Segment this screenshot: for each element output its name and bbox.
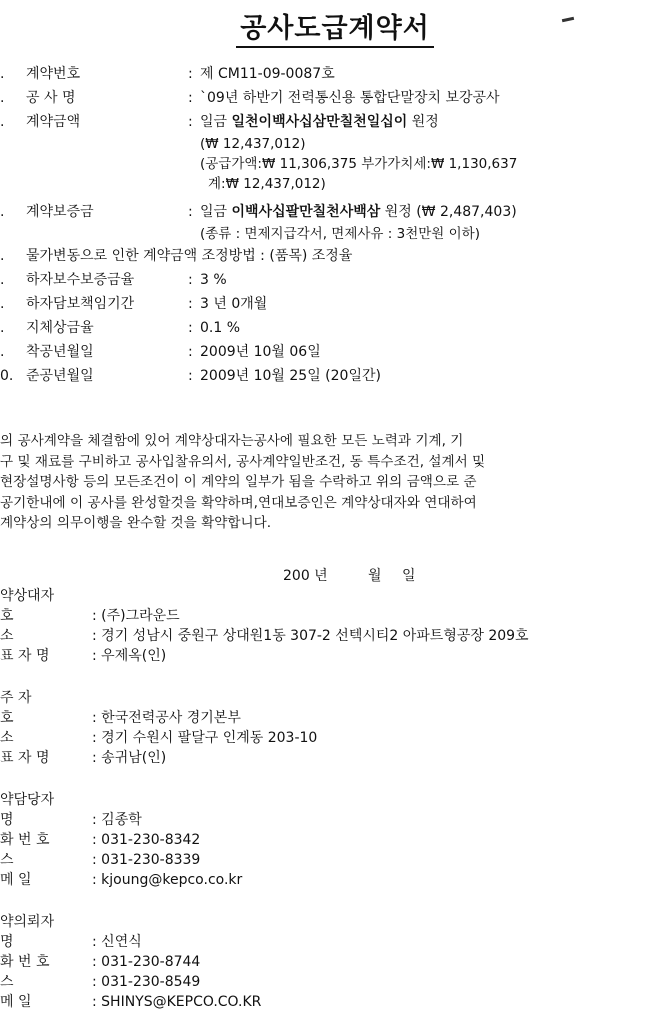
- item-warranty-period: . 하자담보책임기간 : 3 년 0개월: [0, 296, 268, 312]
- owner-block: [0, 688, 670, 768]
- document-title: 공사도급계약서: [0, 6, 670, 45]
- requester-row: 화 번 호 : 031-230-8744: [0, 954, 201, 970]
- amount-sum: 계:₩ 12,437,012): [208, 176, 326, 192]
- item-contract-deposit: . 계약보증금 : 일금 이백사십팔만칠천사백삼 원정 (₩ 2,487,403): [0, 204, 517, 220]
- amount-total: (₩ 12,437,012): [200, 136, 306, 152]
- owner-row: 호 : 한국전력공사 경기본부: [0, 710, 241, 726]
- paragraph-line: 계약상의 의무이행을 완수할 것을 확약합니다.: [0, 515, 272, 531]
- item-contract-amount: . 계약금액 : 일금 일천이백사십삼만칠천일십이 원정: [0, 114, 439, 130]
- manager-row: 메 일 : kjoung@kepco.co.kr: [0, 872, 243, 888]
- paragraph-line: 공기한내에 이 공사를 완성할것을 확약하며,연대보증인은 계약상대자와 연대하여: [0, 494, 477, 511]
- item-completion-date: 0. 준공년월일 : 2009년 10월 25일 (20일간): [0, 368, 381, 384]
- item-delay-rate: . 지체상금율 : 0.1 %: [0, 320, 241, 336]
- item-price-adjustment: . 물가변동으로 인한 계약금액 조정방법 : (품목) 조정율: [0, 248, 353, 264]
- manager-row: 스 : 031-230-8339: [0, 852, 201, 868]
- manager-block: [0, 790, 670, 890]
- manager-heading: 약담당자: [0, 792, 55, 808]
- item-start-date: . 착공년월일 : 2009년 10월 06일: [0, 344, 321, 360]
- requester-row: 명 : 신연식: [0, 934, 142, 950]
- owner-row: 표 자 명 : 송귀남(인): [0, 750, 167, 766]
- requester-row: 메 일 : SHINYS@KEPCO.CO.KR: [0, 994, 262, 1010]
- requester-row: 스 : 031-230-8549: [0, 974, 201, 990]
- owner-heading: 주 자: [0, 690, 32, 706]
- item-contract-number: . 계약번호 : 제 CM11-09-0087호: [0, 66, 335, 82]
- paragraph-line: 구 및 재료를 구비하고 공사입찰유의서, 공사계약일반조건, 동 특수조건, 설계서 및: [0, 453, 486, 470]
- contract-paragraph: [0, 431, 668, 534]
- contractor-heading: 약상대자: [0, 588, 55, 604]
- owner-row: 소 : 경기 수원시 팔달구 인계동 203-10: [0, 730, 318, 746]
- deposit-type: (종류 : 면제지급각서, 면제사유 : 3천만원 이하): [200, 226, 480, 242]
- contractor-block: [0, 586, 670, 666]
- manager-row: 명 : 김종학: [0, 812, 142, 828]
- item-project-name: . 공 사 명 : `09년 하반기 전력통신용 통합단말장치 보강공사: [0, 90, 500, 106]
- item-warranty-rate: . 하자보수보증금율 : 3 %: [0, 272, 227, 288]
- contractor-row: 호 : (주)그라운드: [0, 608, 180, 624]
- paragraph-line: 현장설명사항 등의 모든조건이 이 계약의 일부가 됨을 수락하고 위의 금액으로 준: [0, 474, 477, 490]
- requester-block: [0, 912, 670, 1012]
- requester-heading: 약의뢰자: [0, 914, 55, 930]
- amount-breakdown: (공급가액:₩ 11,306,375 부가가치세:₩ 1,130,637: [200, 156, 518, 172]
- contract-items: [0, 62, 670, 388]
- contractor-row: 표 자 명 : 우제옥(인): [0, 648, 167, 664]
- paragraph-line: 의 공사계약을 체결함에 있어 계약상대자는공사에 필요한 모든 노력과 기계, 기: [0, 433, 464, 449]
- contractor-row: 소 : 경기 성남시 중원구 상대원1동 307-2 선텍시티2 아파트형공장 209호: [0, 628, 529, 644]
- manager-row: 화 번 호 : 031-230-8342: [0, 832, 201, 848]
